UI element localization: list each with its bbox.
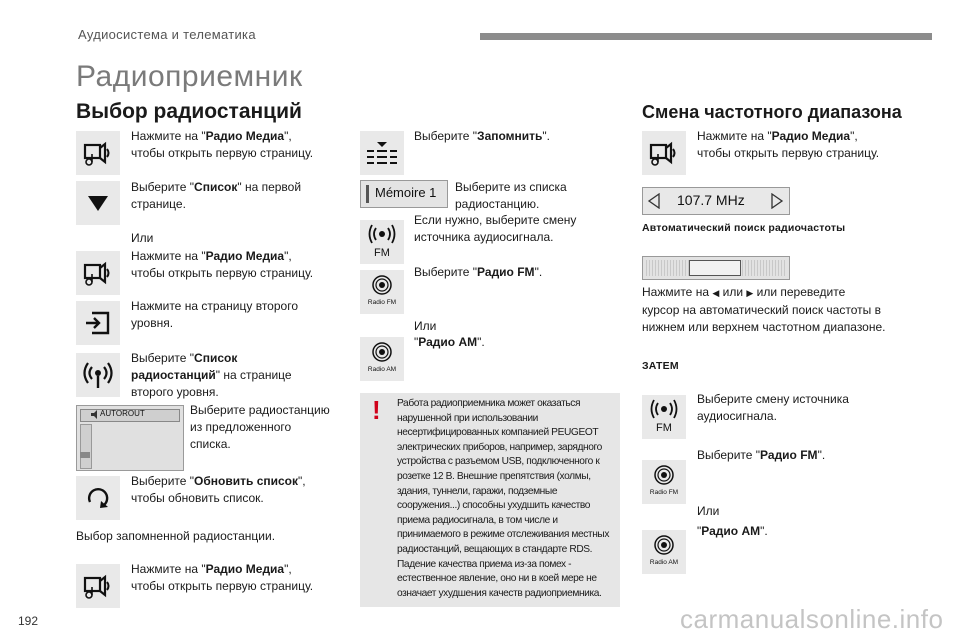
then-label: ЗАТЕМ (642, 360, 679, 372)
fm-source-button[interactable] (360, 220, 404, 264)
radio-am-label: Radio AM (367, 366, 397, 373)
radio-media-button[interactable] (642, 131, 686, 175)
fm-source-button[interactable] (642, 395, 686, 439)
right-step4: Выберите "Радио FM". (697, 448, 826, 462)
radio-am-button[interactable] (360, 337, 404, 381)
warning-icon: ! (372, 395, 381, 425)
radio-tower-icon (368, 224, 396, 244)
second-level-page-button[interactable] (76, 301, 120, 345)
frequency-slider[interactable] (642, 256, 790, 280)
left-step3: Нажмите на "Радио Медиа", чтобы открыть первую страницу. (131, 249, 314, 280)
left-step1: Нажмите на "Радио Медиа", чтобы открыть первую страницу. (131, 129, 314, 160)
left-step2: Выберите "Список" на первой странице. (131, 180, 302, 211)
left-or1: Или (131, 231, 154, 245)
middle-step1: Выберите "Запомнить". (414, 129, 551, 143)
speaker-icon (90, 410, 100, 419)
right-step2: Нажмите на ◀ или ▶ или переведите курсор на автоматический поиск частоты в нижнем или верхнем частотном диапазоне. (642, 285, 886, 334)
radio-media-button[interactable] (76, 564, 120, 608)
page-title: Радиоприемник (76, 60, 303, 93)
watermark: carmanualsonline.info (680, 604, 944, 634)
radio-fm-button[interactable] (642, 460, 686, 504)
radio-media-button[interactable] (76, 131, 120, 175)
frequency-display[interactable] (642, 187, 790, 215)
middle-step2: Выберите из списка радиостанцию. (455, 180, 567, 211)
radio-tower-icon (650, 399, 678, 419)
middle-step3: Если нужно, выберите смену источника аудиосигнала. (414, 213, 577, 244)
radio-am-button[interactable] (642, 530, 686, 574)
arrow-left-icon: ◀ (712, 288, 720, 298)
arrow-right-icon[interactable] (770, 193, 784, 209)
radio-fm-label: Radio FM (649, 489, 679, 496)
memory-save-icon (365, 140, 399, 166)
slider-cursor[interactable] (689, 260, 741, 276)
station-list-screen[interactable] (76, 405, 184, 471)
middle-or1: Или (414, 319, 437, 333)
refresh-list-button[interactable] (76, 476, 120, 520)
radio-knob-icon (372, 342, 392, 362)
left-step5: Выберите "Список радиостанций" на странице второго уровня. (131, 351, 292, 399)
memory-preset-button[interactable] (360, 180, 448, 208)
fm-label: FM (374, 247, 390, 259)
left-step6: Выберите радиостанцию из предложенного списка. (190, 403, 330, 451)
left-heading: Выбор радиостанций (76, 100, 302, 123)
radio-media-icon (83, 140, 113, 166)
second-page-icon (84, 310, 112, 336)
right-step5: "Радио AM". (697, 524, 768, 538)
radio-media-icon (83, 573, 113, 599)
warning-text: Работа радиоприемника может оказаться нарушенной при использовании несертифицированных компанией PEUGEOT электрических приборов, например, зарядного устройства с разъемом USB, подключенного к розетке 12 В. Внешние препятствия (холмы, здания, туннели, гаражи, подземные сооружения...) способны ухудшить качество приема радиосигнала, в том числе и принимаемого в режиме отслеживания местных радиостанций, вещающих в стандарте RDS. Падение качества приема из-за помех - естественное явление, оно ни в коей мере не означает ухудшения качеств радиоприемника. (397, 398, 610, 599)
radio-knob-icon (654, 535, 674, 555)
auto-search-heading: Автоматический поиск радиочастоты (642, 222, 846, 234)
right-step1: Нажмите на "Радио Медиа", чтобы открыть первую страницу. (697, 129, 880, 160)
radio-knob-icon (372, 275, 392, 295)
radio-media-button[interactable] (76, 251, 120, 295)
radio-am-label: Radio AM (649, 559, 679, 566)
station-list-button[interactable] (76, 353, 120, 397)
right-or1: Или (697, 504, 720, 518)
memory-preset-label: Mémoire 1 (375, 185, 437, 200)
left-step4: Нажмите на страницу второго уровня. (131, 299, 298, 330)
screen-station-label: AUTOROUT (100, 409, 145, 418)
left-step7: Выберите "Обновить список", чтобы обновить список. (131, 474, 306, 505)
fm-label: FM (656, 422, 672, 434)
right-heading: Смена частотного диапазона (642, 102, 902, 122)
middle-step4: Выберите "Радио FM". (414, 265, 543, 279)
radio-fm-button[interactable] (360, 270, 404, 314)
frequency-value: 107.7 MHz (677, 192, 745, 208)
header-rule (480, 33, 932, 40)
left-step8: Нажмите на "Радио Медиа", чтобы открыть первую страницу. (131, 562, 314, 593)
list-button[interactable] (76, 181, 120, 225)
save-preset-button[interactable] (360, 131, 404, 175)
radio-media-icon (649, 140, 679, 166)
right-step3: Выберите смену источника аудиосигнала. (697, 392, 849, 423)
radio-media-icon (83, 260, 113, 286)
radio-signal-icon (83, 360, 113, 390)
radio-fm-label: Radio FM (367, 299, 397, 306)
section-title: Аудиосистема и телематика (78, 27, 256, 42)
arrow-right-icon: ▶ (746, 288, 754, 298)
memory-title: Выбор запомненной радиостанции. (76, 529, 276, 543)
triangle-down-icon (86, 193, 110, 213)
middle-step5: "Радио AM". (414, 335, 485, 349)
radio-knob-icon (654, 465, 674, 485)
arrow-left-icon[interactable] (647, 193, 661, 209)
refresh-icon (85, 485, 111, 511)
page-number: 192 (18, 614, 39, 628)
